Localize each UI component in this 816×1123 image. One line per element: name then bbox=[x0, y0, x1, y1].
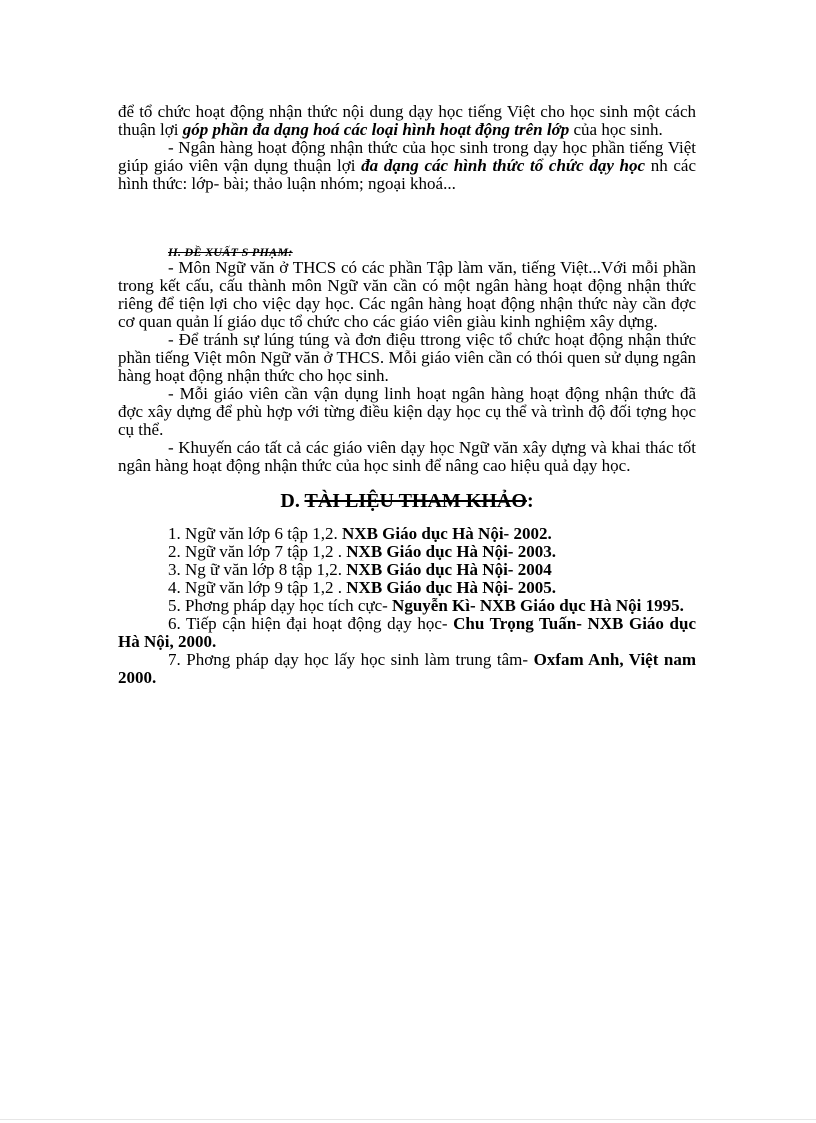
reference-title: 2. Ngữ văn lớp 7 tập 1,2 . bbox=[168, 542, 347, 561]
reference-title: 1. Ngữ văn lớp 6 tập 1,2. bbox=[168, 524, 343, 543]
reference-publisher: NXB Giáo dục Hà Nội- 2003. bbox=[346, 542, 556, 561]
reference-item-3 bbox=[118, 561, 696, 579]
section-2-title: II. ĐỀ XUẤT S PHẠM: bbox=[168, 245, 293, 259]
references-heading-suffix: : bbox=[526, 490, 534, 512]
reference-title: 4. Ngữ văn lớp 9 tập 1,2 . bbox=[168, 578, 347, 597]
reference-title: 5. Phơng pháp dạy học tích cực- bbox=[168, 596, 393, 615]
document-page bbox=[118, 103, 696, 687]
section-2-paragraph-4: - Khuyến cáo tất cả các giáo viên dạy học Ngữ văn xây dựng và khai thác tốt ngân hàng hoạt động nhận thức của học sinh để nâng cao hiệu quả dạy học. bbox=[118, 438, 696, 475]
intro-paragraph-1 bbox=[118, 103, 696, 139]
references-heading-prefix: D. bbox=[280, 490, 305, 512]
references-heading bbox=[118, 489, 696, 513]
reference-title: 6. Tiếp cận hiện đại hoạt động dạy học- bbox=[168, 614, 454, 633]
reference-item-2 bbox=[118, 543, 696, 561]
section-2-paragraph-2: - Để tránh sự lúng túng và đơn điệu ttrong việc tổ chức hoạt động nhận thức phần tiếng Việt môn Ngữ văn ở THCS. Mỗi giáo viên cần có thói quen sử dụng ngân hàng hoạt động nhận thức cho học sinh. bbox=[118, 330, 696, 385]
intro-p2-text: - Ngân hàng hoạt động nhận thức của học sinh trong dạy học phần tiếng Việt giúp giáo viên vận dụng thuận lợi bbox=[118, 138, 696, 175]
intro-emphasis: góp phần đa dạng hoá các loại hình hoạt động trên lớp bbox=[182, 120, 570, 139]
reference-title: 3. Ng ữ văn lớp 8 tập 1,2. bbox=[168, 560, 347, 579]
intro-p2-end: nh các hình thức: lớp- bài; thảo luận nhóm; ngoại khoá... bbox=[118, 156, 696, 193]
reference-item-7 bbox=[118, 651, 696, 687]
section-2-paragraph-3: - Mỗi giáo viên cần vận dụng linh hoạt ngân hàng hoạt động nhận thức đã đợc xây dựng để phù hợp với từng điều kiện dạy học cụ thể và trình độ đối tợng học cụ thể. bbox=[118, 384, 696, 439]
reference-item-5 bbox=[118, 597, 696, 615]
intro-paragraph-2 bbox=[118, 139, 696, 193]
reference-publisher: Chu Trọng Tuấn- NXB Giáo dục Hà Nội, 2000. bbox=[118, 614, 696, 651]
reference-publisher: Oxfam Anh, Việt nam 2000. bbox=[118, 650, 697, 687]
references-heading-main: TÀI LIỆU THAM KHẢO bbox=[304, 490, 527, 512]
reference-item-6 bbox=[118, 615, 696, 651]
reference-title: 7. Phơng pháp dạy học lấy học sinh làm trung tâm- bbox=[168, 650, 534, 669]
reference-publisher: Nguyễn Kì- NXB Giáo dục Hà Nội 1995. bbox=[392, 596, 684, 615]
section-2-paragraph-1: - Môn Ngữ văn ở THCS có các phần Tập làm văn, tiếng Việt...Với mỗi phần trong kết cấu, cấu thành môn Ngữ văn cần có một ngân hàng hoạt động nhận thức riêng để tiện lợi cho việc dạy học. Các ngân hàng hoạt động nhận thức này cần đợc cơ quan quản lí giáo dục tổ chức cho các giáo viên giàu kinh nghiệm xây dựng. bbox=[118, 258, 696, 331]
intro-text-end: của học sinh. bbox=[569, 120, 663, 139]
intro-p2-emphasis: đa dạng các hình thức tổ chức dạy học bbox=[361, 156, 646, 175]
reference-publisher: NXB Giáo dục Hà Nội- 2004 bbox=[346, 560, 552, 579]
reference-item-4 bbox=[118, 579, 696, 597]
intro-text: để tổ chức hoạt động nhận thức nội dung dạy học tiếng Việt cho học sinh một cách thuận lợi bbox=[118, 102, 696, 139]
reference-publisher: NXB Giáo dục Hà Nội- 2002. bbox=[342, 524, 552, 543]
reference-item-1 bbox=[118, 525, 696, 543]
reference-publisher: NXB Giáo dục Hà Nội- 2005. bbox=[346, 578, 556, 597]
page-bottom-edge bbox=[0, 1119, 816, 1120]
